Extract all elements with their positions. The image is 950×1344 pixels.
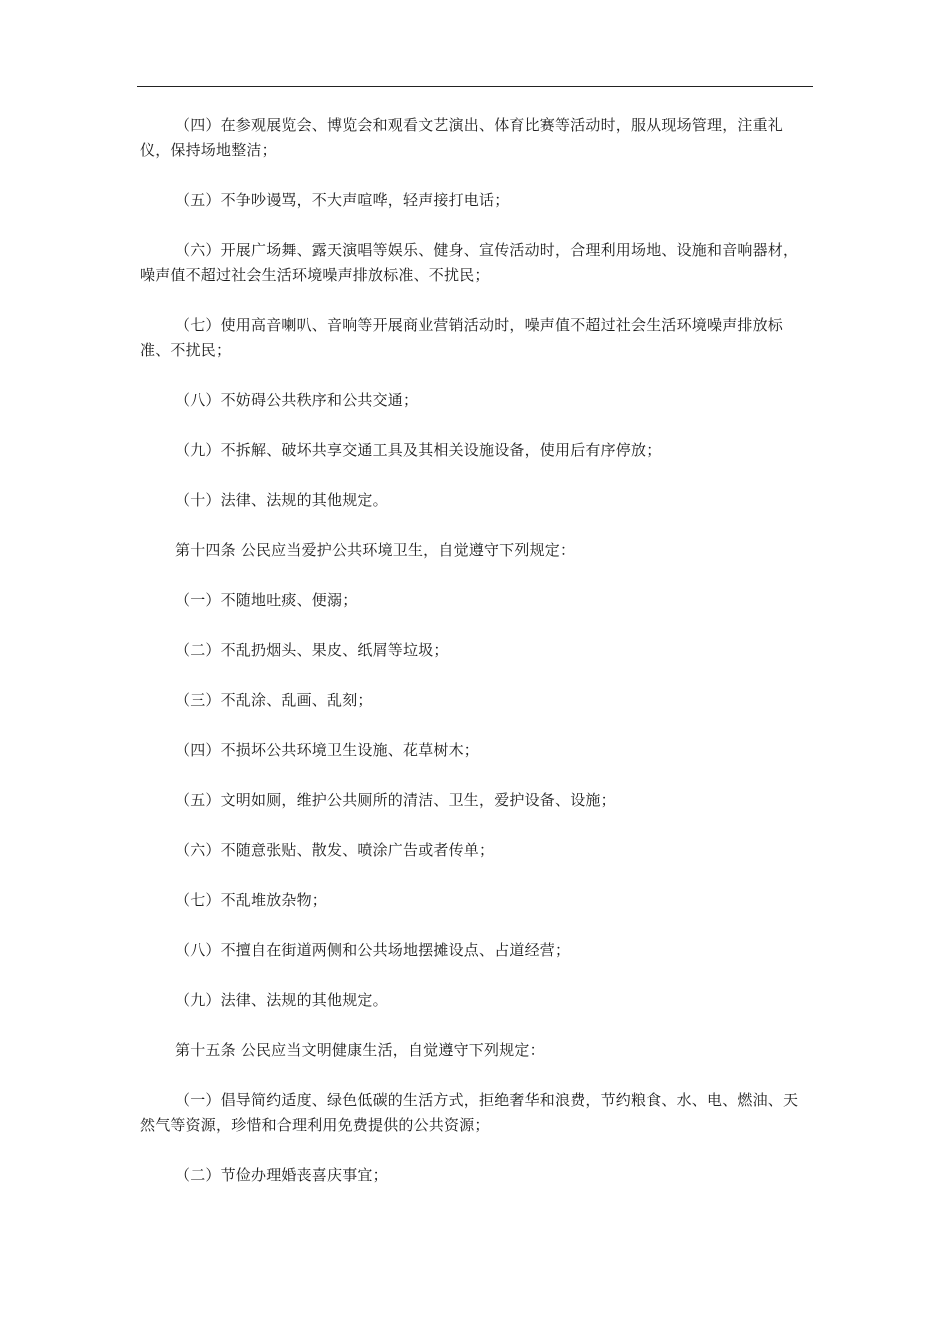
paragraph: （八）不妨碍公共秩序和公共交通；	[175, 391, 419, 409]
paragraph: （九）法律、法规的其他规定。	[175, 991, 388, 1009]
paragraph: （十）法律、法规的其他规定。	[175, 491, 388, 509]
paragraph: （九）不拆解、破坏共享交通工具及其相关设施设备，使用后有序停放；	[175, 441, 662, 459]
paragraph: （六）不随意张贴、散发、喷涂广告或者传单；	[175, 841, 495, 859]
article-heading-15: 第十五条 公民应当文明健康生活，自觉遵守下列规定：	[175, 1041, 545, 1059]
paragraph: （五）文明如厕，维护公共厕所的清洁、卫生，爱护设备、设施；	[175, 791, 616, 809]
paragraph: （四）不损坏公共环境卫生设施、花草树木；	[175, 741, 480, 759]
paragraph: （三）不乱涂、乱画、乱刻；	[175, 691, 373, 709]
paragraph: （二）不乱扔烟头、果皮、纸屑等垃圾；	[175, 641, 449, 659]
paragraph: （一）倡导简约适度、绿色低碳的生活方式，拒绝奢华和浪费，节约粮食、水、电、燃油、天然气等资源，珍惜和合理利用免费提供的公共资源；	[140, 1091, 799, 1134]
article-heading-14: 第十四条 公民应当爱护公共环境卫生，自觉遵守下列规定：	[175, 541, 576, 559]
paragraph: （一）不随地吐痰、便溺；	[175, 591, 358, 609]
paragraph: （四）在参观展览会、博览会和观看文艺演出、体育比赛等活动时，服从现场管理，注重礼仪，保持场地整洁；	[140, 116, 784, 159]
document-body	[140, 113, 812, 1213]
header-rule	[137, 86, 813, 87]
paragraph: （六）开展广场舞、露天演唱等娱乐、健身、宣传活动时，合理利用场地、设施和音响器材，噪声值不超过社会生活环境噪声排放标准、不扰民；	[140, 241, 799, 284]
paragraph: （七）使用高音喇叭、音响等开展商业营销活动时，噪声值不超过社会生活环境噪声排放标准、不扰民；	[140, 316, 784, 359]
paragraph: （七）不乱堆放杂物；	[175, 891, 328, 909]
paragraph: （二）节俭办理婚丧喜庆事宜；	[175, 1166, 388, 1184]
paragraph: （八）不擅自在街道两侧和公共场地摆摊设点、占道经营；	[175, 941, 571, 959]
paragraph: （五）不争吵谩骂，不大声喧哗，轻声接打电话；	[175, 191, 510, 209]
